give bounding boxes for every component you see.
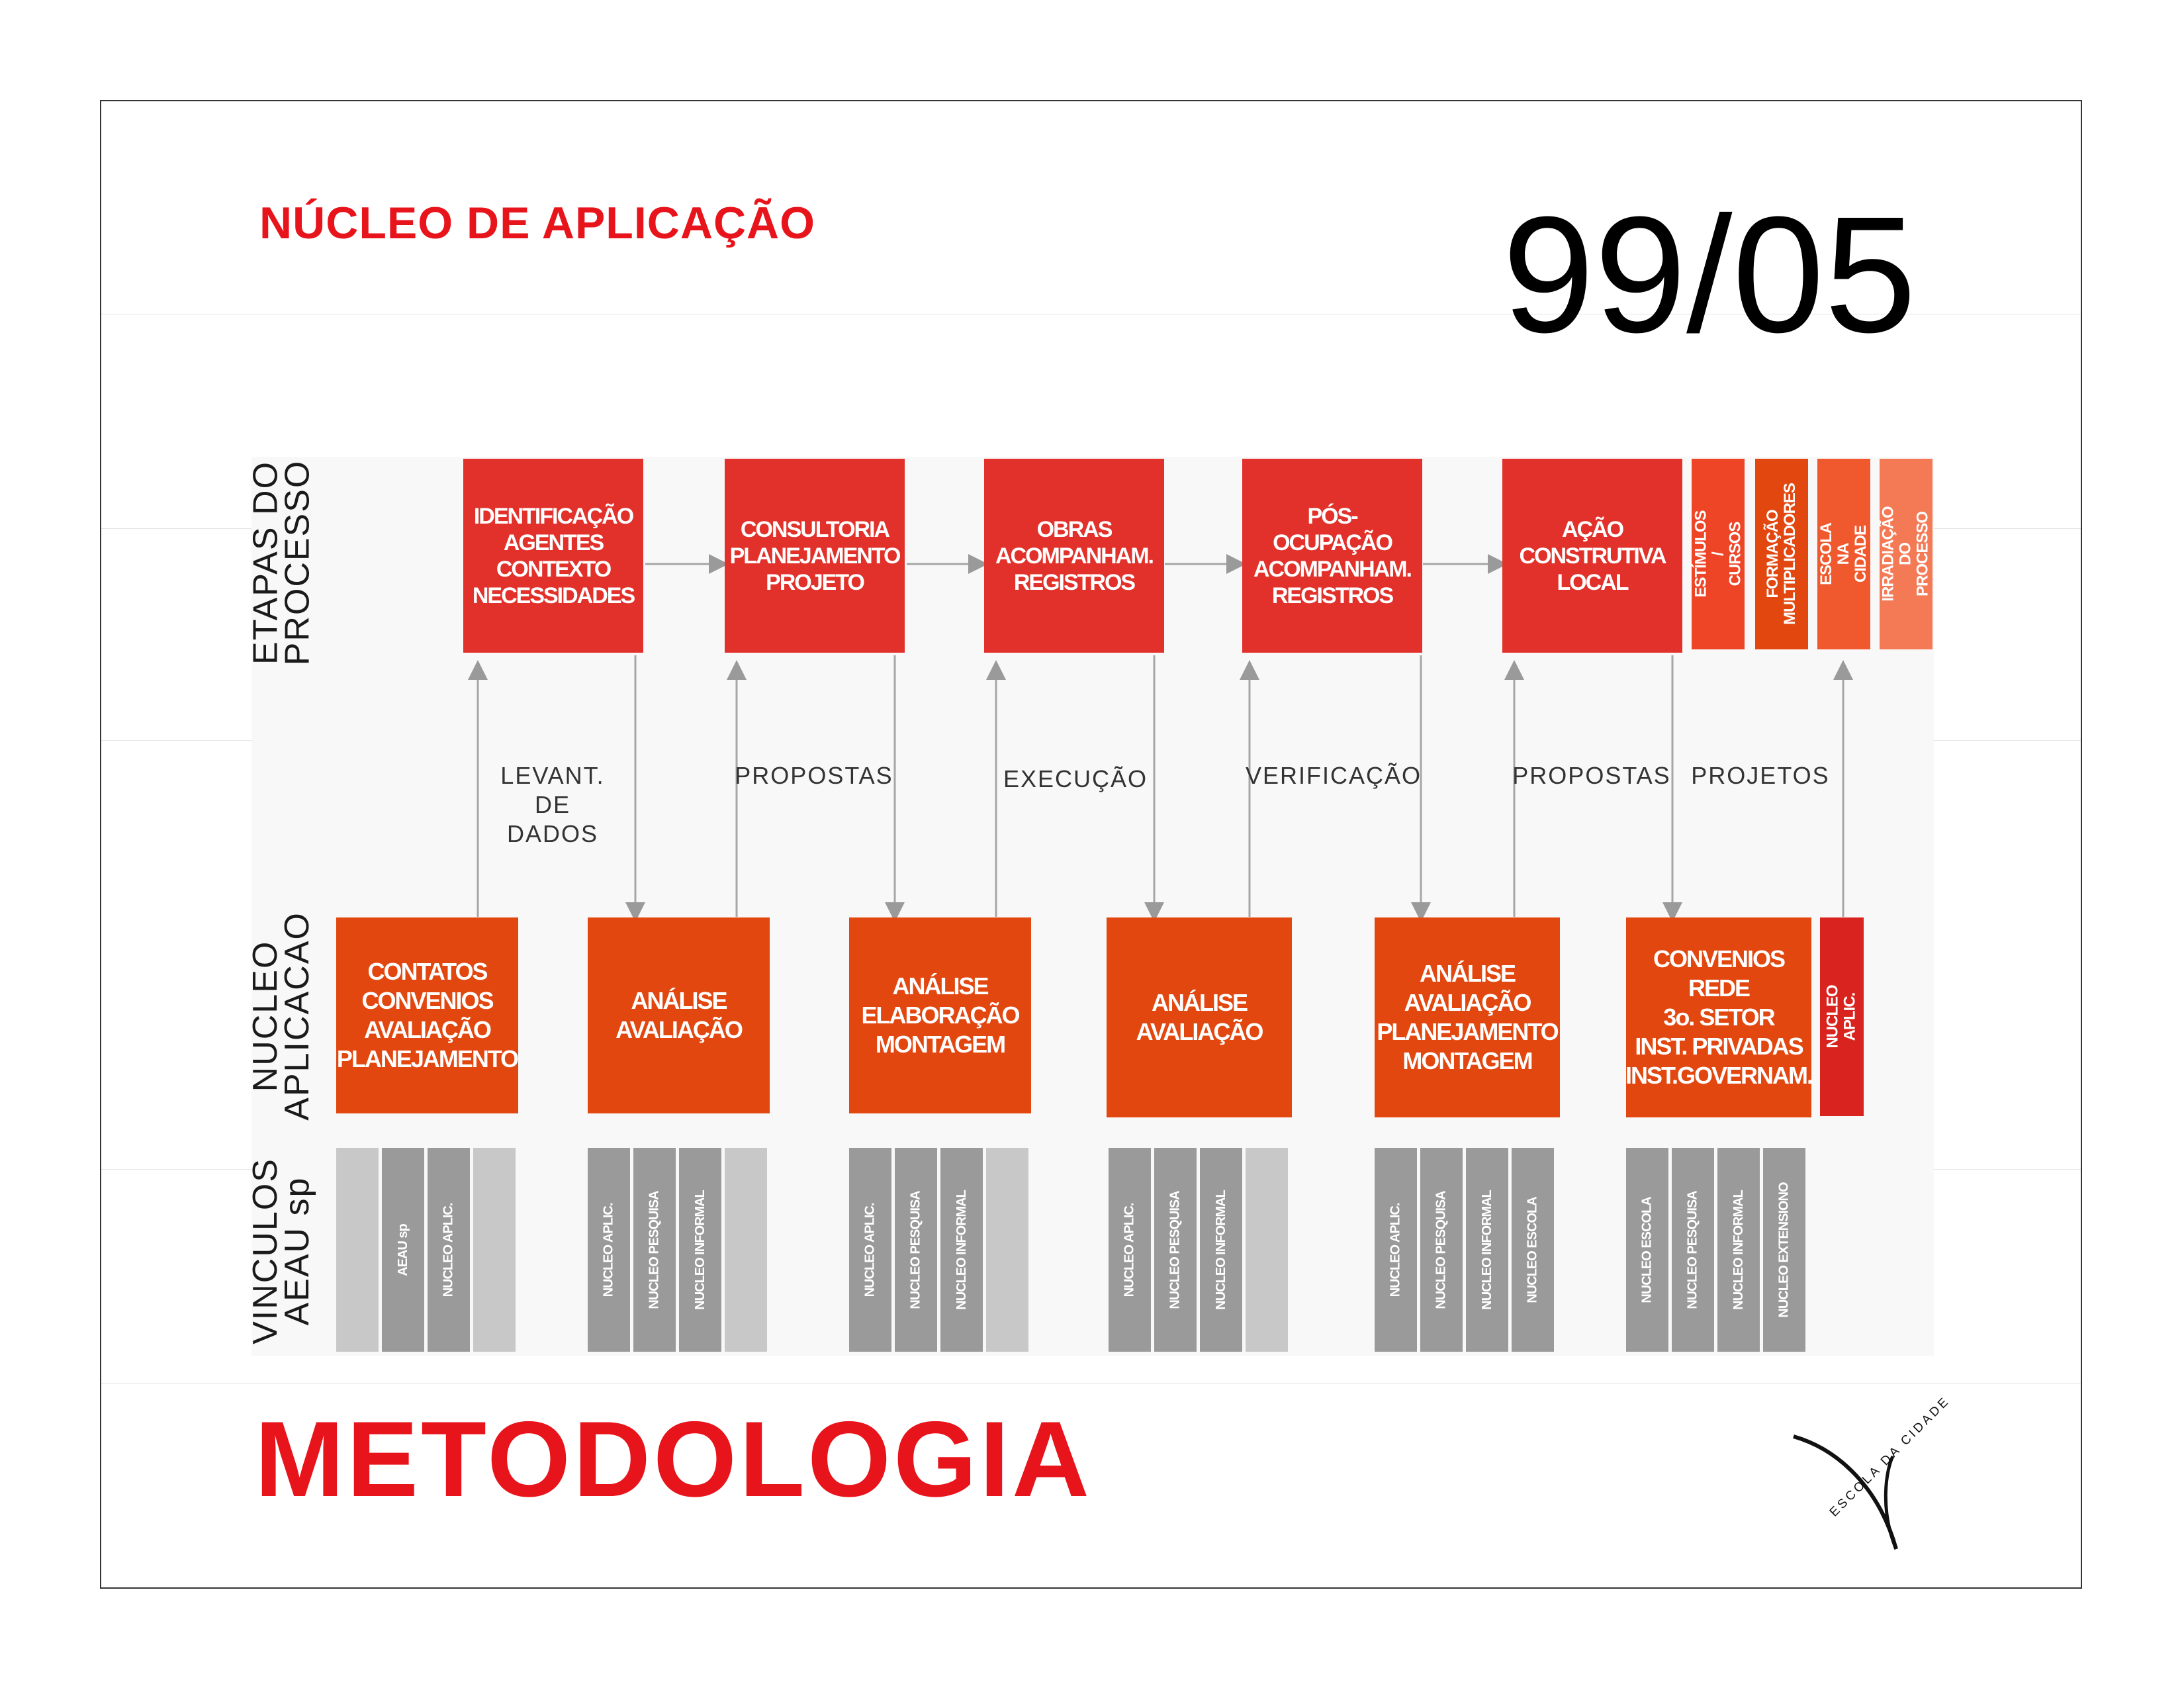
side-stage-irradiacao bbox=[1880, 459, 1933, 649]
vinculo-tile bbox=[986, 1148, 1028, 1352]
vinculo-tile bbox=[1420, 1148, 1463, 1352]
vinculo-tile bbox=[940, 1148, 983, 1352]
stage-box-acao-construtiva bbox=[1502, 459, 1682, 653]
vinculo-label: NUCLEO EXTENSIONO bbox=[1776, 1182, 1792, 1318]
vinculo-label: NUCLEO ESCOLA bbox=[1639, 1196, 1655, 1303]
footer-title: METODOLOGIA bbox=[255, 1399, 1093, 1519]
nucleo-box-convenios bbox=[1626, 917, 1811, 1117]
stage-box-pos-ocupacao bbox=[1242, 459, 1422, 653]
vinculo-tile bbox=[849, 1148, 891, 1352]
row-label-nucleo-text: NUCLEO APLICACAO bbox=[246, 912, 316, 1121]
stage-box-label: IDENTIFICAÇÃO AGENTES CONTEXTO NECESSIDADES bbox=[472, 503, 635, 608]
stage-box-label: PÓS-OCUPAÇÃO ACOMPANHAM. REGISTROS bbox=[1253, 503, 1411, 608]
vinculo-tile bbox=[588, 1148, 630, 1352]
stage-box-obras bbox=[984, 459, 1164, 653]
vinculo-tile bbox=[1109, 1148, 1151, 1352]
vinculo-label: NUCLEO PESQUISA bbox=[1167, 1190, 1183, 1309]
vinculo-tile bbox=[1626, 1148, 1668, 1352]
vinculo-label: NUCLEO PESQUISA bbox=[647, 1190, 662, 1309]
nucleo-box-label: CONVENIOS REDE 3o. SETOR INST. PRIVADAS INST.GOVERNAM. bbox=[1625, 945, 1813, 1089]
side-stage-label: IRRADIAÇÃO DO PROCESSO bbox=[1880, 506, 1933, 602]
flow-label-levant: LEVANT. DE DADOS bbox=[500, 762, 605, 847]
nucleo-box-label: CONTATOS CONVENIOS AVALIAÇÃO PLANEJAMENTO bbox=[336, 958, 518, 1072]
side-stage-label: FORMAÇÃO MULTIPLICADORES bbox=[1764, 483, 1799, 625]
vinculo-label: NUCLEO APLIC. bbox=[601, 1203, 616, 1297]
side-stage-label: ESTÍMULOS / CURSOS bbox=[1692, 510, 1745, 598]
stage-box-identificacao bbox=[463, 459, 643, 653]
vinculo-tile bbox=[1246, 1148, 1288, 1352]
vinculo-tile bbox=[633, 1148, 676, 1352]
nucleo-side-box bbox=[1820, 917, 1864, 1116]
nucleo-box-analise-2 bbox=[1107, 917, 1292, 1117]
stage-box-consultoria bbox=[725, 459, 905, 653]
side-stage-formacao bbox=[1755, 459, 1808, 649]
vinculo-tile bbox=[473, 1148, 516, 1352]
vinculo-label: AEAU sp bbox=[395, 1223, 410, 1276]
vinculo-tile bbox=[382, 1148, 424, 1352]
vinculo-tile bbox=[679, 1148, 721, 1352]
vinculo-tile bbox=[428, 1148, 470, 1352]
vinculo-tile bbox=[1672, 1148, 1714, 1352]
vinculo-tile bbox=[1717, 1148, 1760, 1352]
nucleo-box-label: ANÁLISE ELABORAÇÃO MONTAGEM bbox=[861, 972, 1019, 1058]
vinculo-tile bbox=[336, 1148, 379, 1352]
vinculo-label: NUCLEO INFORMAL bbox=[1479, 1190, 1494, 1310]
vinculo-label: NUCLEO APLIC. bbox=[441, 1203, 456, 1297]
vinculo-label: NUCLEO ESCOLA bbox=[1525, 1196, 1540, 1303]
flow-label-propostas-2: PROPOSTAS bbox=[1512, 762, 1671, 789]
logo-text: ESCOLA DA CIDADE bbox=[1827, 1393, 1953, 1520]
flow-label-execucao: EXECUÇÃO bbox=[1003, 765, 1148, 792]
stage-box-label: CONSULTORIA PLANEJAMENTO PROJETO bbox=[729, 516, 900, 595]
vinculo-label: NUCLEO INFORMAL bbox=[1731, 1190, 1746, 1310]
nucleo-box-analise-planejamento bbox=[1375, 917, 1560, 1117]
vinculo-label: NUCLEO APLIC. bbox=[862, 1203, 878, 1297]
vinculo-tile bbox=[1200, 1148, 1242, 1352]
flow-label-verificacao: VERIFICAÇÃO bbox=[1245, 762, 1422, 789]
vinculo-label: NUCLEO APLIC. bbox=[1388, 1203, 1403, 1297]
nucleo-box-label: ANÁLISE AVALIAÇÃO bbox=[1136, 989, 1263, 1045]
vinculo-label: NUCLEO PESQUISA bbox=[1433, 1190, 1449, 1309]
flow-label-projetos: PROJETOS bbox=[1691, 762, 1830, 789]
vinculo-tile bbox=[1763, 1148, 1805, 1352]
header-title: NÚCLEO DE APLICAÇÃO bbox=[259, 198, 816, 248]
vinculo-label: NUCLEO INFORMAL bbox=[1213, 1190, 1228, 1310]
side-stage-escola bbox=[1817, 459, 1870, 649]
vinculo-label: NUCLEO PESQUISA bbox=[908, 1190, 923, 1309]
flow-label-propostas: PROPOSTAS bbox=[735, 762, 893, 789]
vinculo-label: NUCLEO INFORMAL bbox=[692, 1190, 707, 1310]
escola-da-cidade-logo bbox=[1780, 1377, 1966, 1562]
stage-box-label: AÇÃO CONSTRUTIVA LOCAL bbox=[1519, 516, 1666, 595]
side-stage-label: ESCOLA NA CIDADE bbox=[1817, 522, 1870, 586]
vinculo-tile bbox=[1512, 1148, 1554, 1352]
nucleo-box-label: ANÁLISE AVALIAÇÃO PLANEJAMENTO MONTAGEM bbox=[1377, 960, 1558, 1074]
nucleo-side-label: NUCLEO APLIC. bbox=[1824, 985, 1859, 1049]
nucleo-box-analise-elaboracao bbox=[849, 917, 1031, 1113]
page-number: 99/05 bbox=[1502, 182, 1917, 367]
vinculo-label: NUCLEO APLIC. bbox=[1122, 1203, 1137, 1297]
nucleo-box-analise-1 bbox=[588, 917, 770, 1113]
nucleo-box-label: ANÁLISE AVALIAÇÃO bbox=[615, 987, 742, 1043]
vinculo-tile bbox=[1375, 1148, 1417, 1352]
row-label-etapas-text: ETAPAS DO PROCESSO bbox=[246, 459, 317, 666]
nucleo-box-contatos bbox=[336, 917, 518, 1113]
row-label-vinculos-text: VINCULOS AEAU sp bbox=[246, 1158, 316, 1344]
stage-box-label: OBRAS ACOMPANHAM. REGISTROS bbox=[995, 516, 1153, 595]
vinculo-tile bbox=[895, 1148, 937, 1352]
vinculo-label: NUCLEO PESQUISA bbox=[1685, 1190, 1700, 1309]
vinculo-tile bbox=[725, 1148, 767, 1352]
vinculo-label: NUCLEO INFORMAL bbox=[954, 1190, 969, 1310]
side-stage-estimulos bbox=[1692, 459, 1745, 649]
vinculo-tile bbox=[1154, 1148, 1197, 1352]
vinculo-tile bbox=[1466, 1148, 1508, 1352]
